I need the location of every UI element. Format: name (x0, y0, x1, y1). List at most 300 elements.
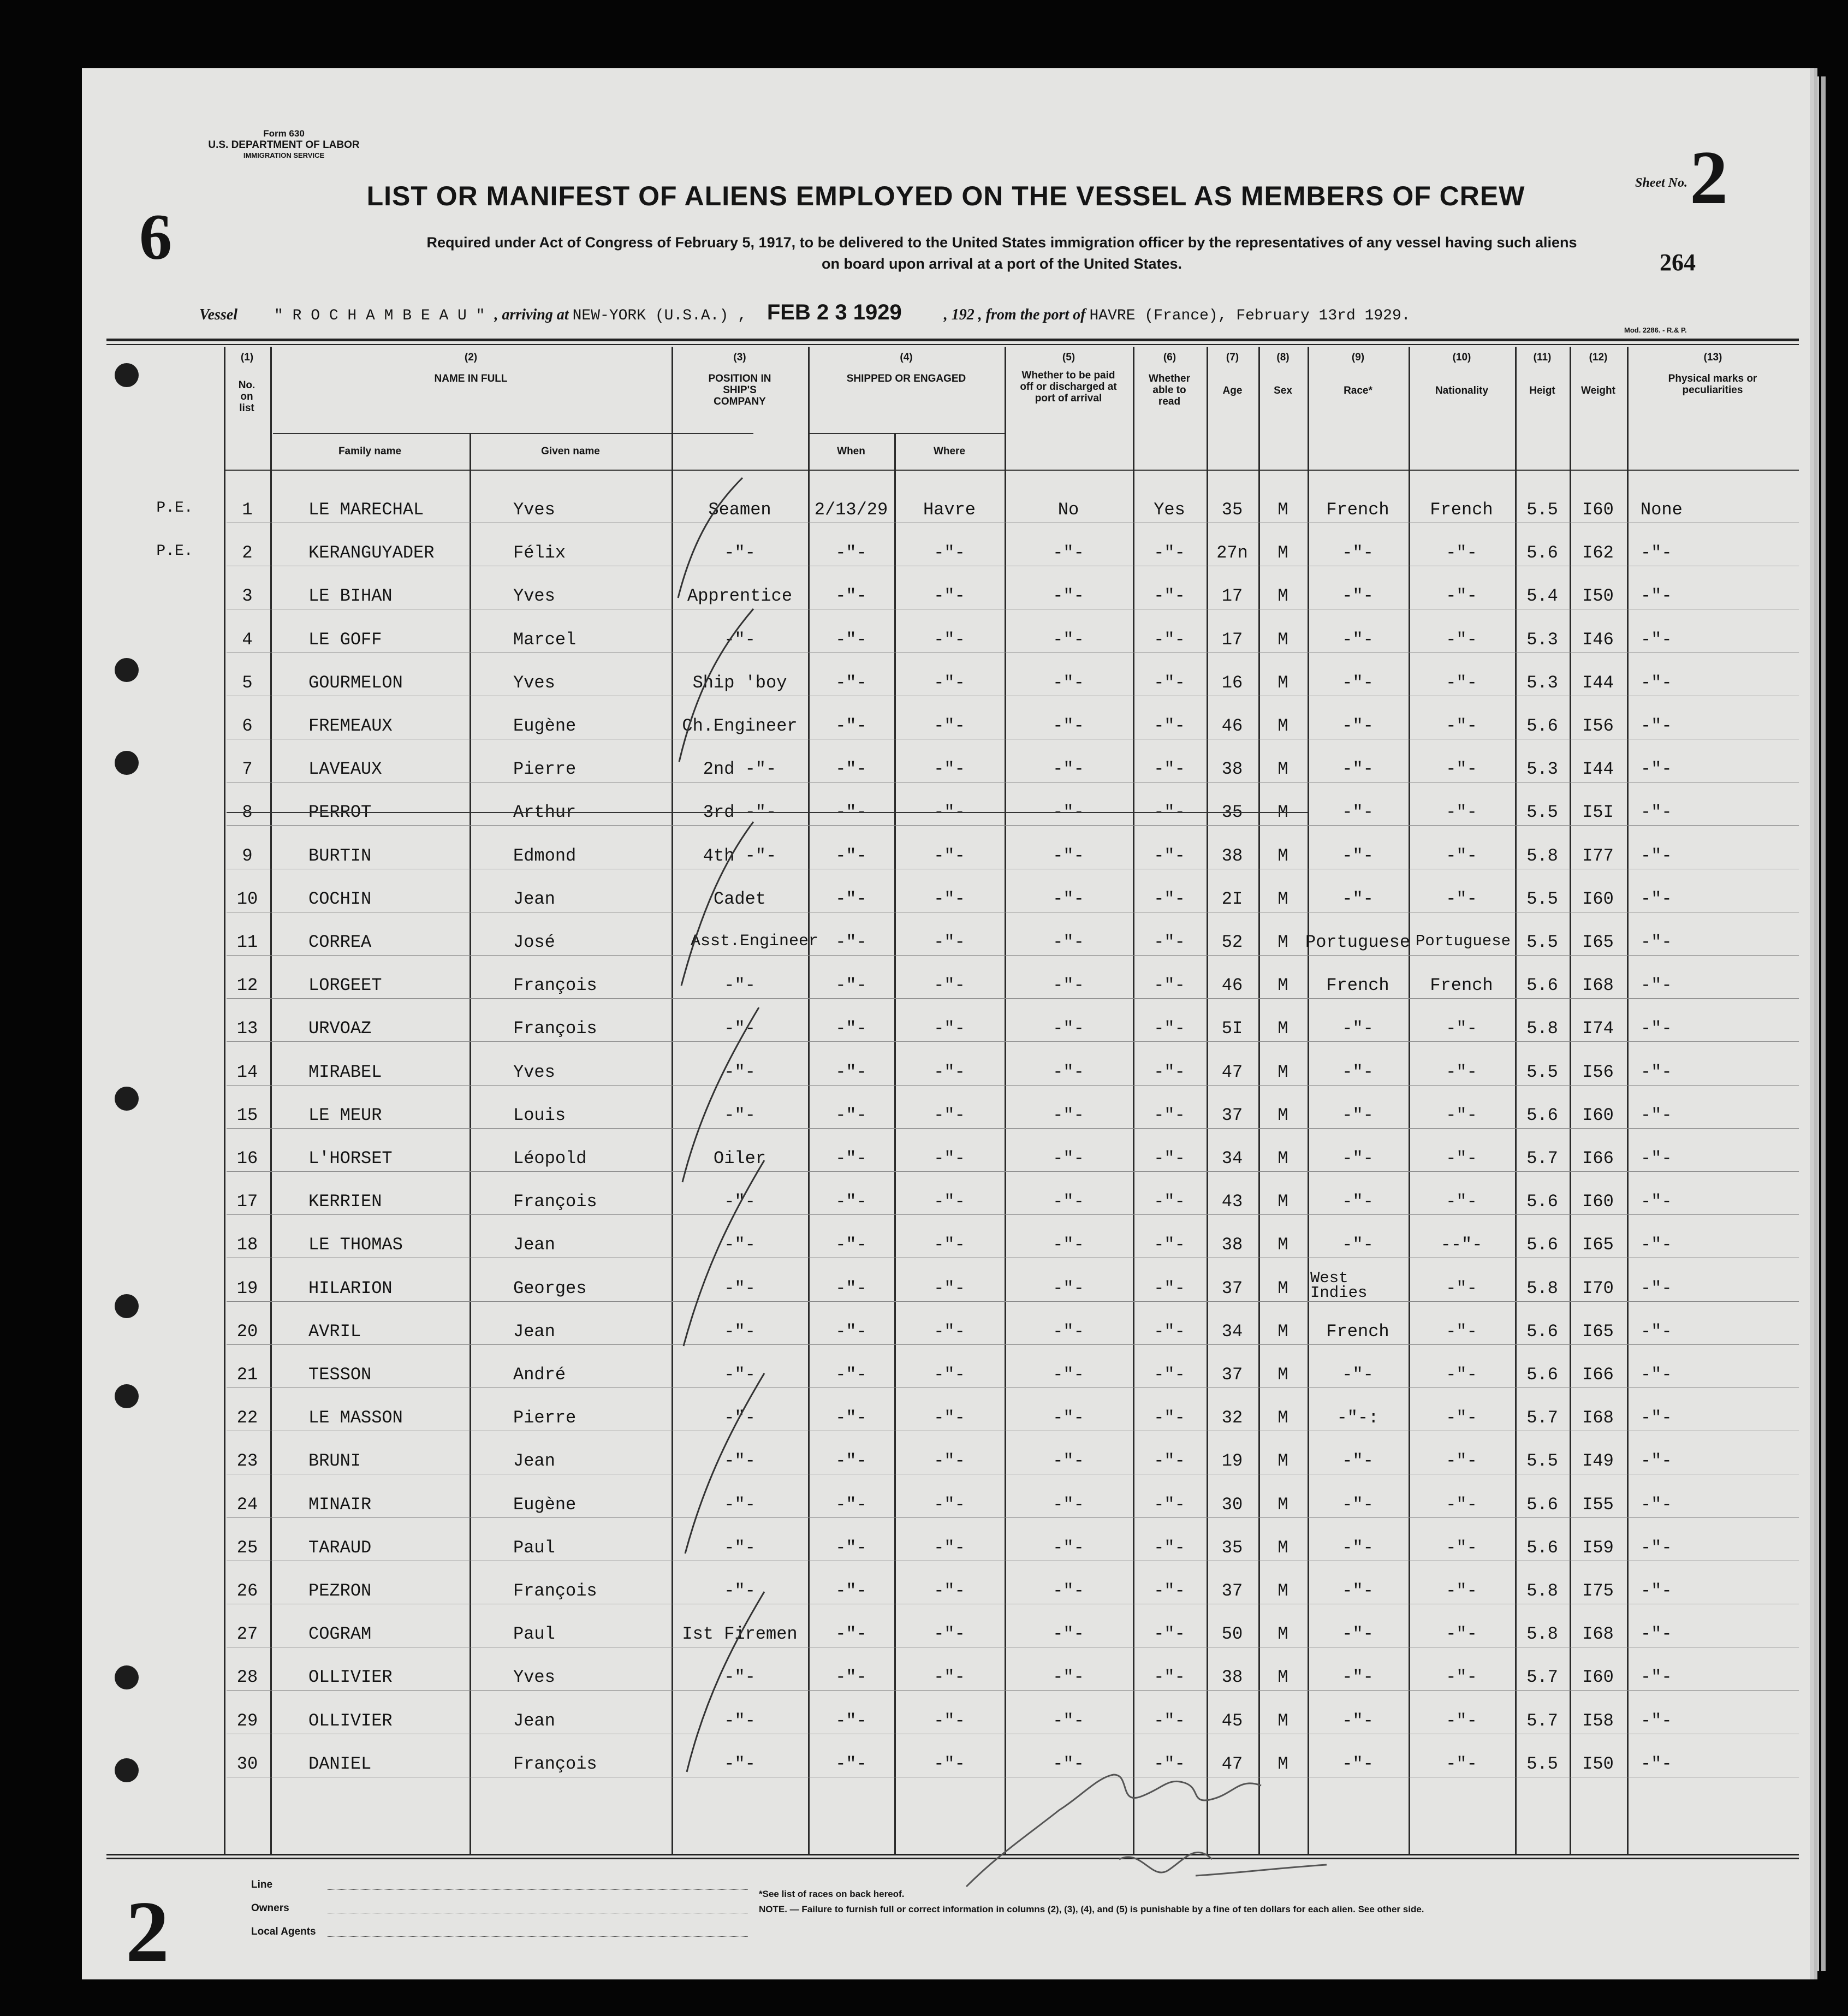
position: -"- (724, 1581, 756, 1601)
position: -"- (724, 629, 756, 650)
row-number: 1 (242, 500, 253, 520)
position: -"- (724, 1062, 756, 1082)
family-name: PEZRON (308, 1581, 372, 1601)
shipped-where: -"- (934, 1581, 965, 1601)
weight: I65 (1582, 932, 1614, 952)
family-name: MINAIR (308, 1494, 372, 1515)
shipped-when: -"- (835, 716, 867, 736)
row-number: 9 (242, 845, 253, 866)
height: 5.8 (1526, 1278, 1558, 1298)
able-to-read: -"- (1154, 1753, 1185, 1774)
physical-marks: -"- (1641, 1581, 1672, 1601)
shipped-when: -"- (835, 629, 867, 650)
age: 5I (1221, 1018, 1243, 1039)
sex: M (1277, 1710, 1288, 1731)
family-name: BURTIN (308, 845, 372, 866)
shipped-when: -"- (835, 586, 867, 607)
nationality: -"- (1446, 1278, 1477, 1298)
shipped-where: -"- (934, 1365, 965, 1385)
col10-header: Nationality (1435, 384, 1489, 396)
physical-marks: -"- (1641, 845, 1672, 866)
family-name: OLLIVIER (308, 1667, 393, 1688)
able-to-read: -"- (1154, 888, 1185, 909)
row-number: 22 (236, 1408, 258, 1428)
able-to-read: -"- (1154, 1062, 1185, 1082)
col8-header: Sex (1274, 384, 1292, 396)
shipped-where: -"- (934, 586, 965, 607)
sex: M (1277, 1365, 1288, 1385)
paid-off: -"- (1053, 543, 1084, 564)
family-name: COGRAM (308, 1624, 372, 1645)
races-note: *See list of races on back hereof. (759, 1889, 905, 1899)
row-number: 27 (236, 1624, 258, 1645)
physical-marks: -"- (1641, 1105, 1672, 1125)
sex: M (1277, 543, 1288, 564)
paid-off: -"- (1053, 1710, 1084, 1731)
shipped-when: -"- (835, 1624, 867, 1645)
able-to-read: -"- (1154, 1624, 1185, 1645)
shipped-when: -"- (835, 802, 867, 823)
nationality: -"- (1446, 759, 1477, 780)
weight: I66 (1582, 1365, 1614, 1385)
age: 38 (1221, 759, 1243, 780)
col11-header: Heigt (1529, 384, 1555, 396)
height: 5.6 (1526, 1235, 1558, 1255)
row-number: 25 (236, 1537, 258, 1558)
height: 5.6 (1526, 1537, 1558, 1558)
shipped-where: -"- (934, 1667, 965, 1688)
race: French (1326, 500, 1389, 520)
row-number: 12 (236, 975, 258, 996)
height: 5.4 (1526, 586, 1558, 607)
race: -"- (1342, 1537, 1374, 1558)
able-to-read: -"- (1154, 1235, 1185, 1255)
age: 38 (1221, 1235, 1243, 1255)
paid-off: -"- (1053, 1148, 1084, 1169)
sex: M (1277, 1278, 1288, 1298)
sex: M (1277, 1062, 1288, 1082)
position: -"- (724, 1753, 756, 1774)
family-name: PERROT (308, 802, 372, 823)
nationality: Portuguese (1415, 932, 1511, 950)
weight: I55 (1582, 1494, 1614, 1515)
race: -"- (1342, 759, 1374, 780)
age: 30 (1221, 1494, 1243, 1515)
physical-marks: -"- (1641, 543, 1672, 564)
race: -"- (1342, 1235, 1374, 1255)
height: 5.5 (1526, 888, 1558, 909)
shipped-where: -"- (934, 932, 965, 952)
paid-off: -"- (1053, 1408, 1084, 1428)
paid-off: -"- (1053, 759, 1084, 780)
age: 43 (1221, 1191, 1243, 1212)
family-name: MIRABEL (308, 1062, 382, 1082)
given-name: Paul (513, 1624, 555, 1645)
col9-number: (9) (1351, 352, 1365, 363)
position: -"- (724, 1235, 756, 1255)
weight: I74 (1582, 1018, 1614, 1039)
race: -"- (1342, 888, 1374, 909)
col6-header: Whether able to read (1149, 372, 1190, 407)
shipped-where: -"- (934, 1105, 965, 1125)
col12-number: (12) (1589, 352, 1608, 363)
given-name: Félix (513, 543, 566, 564)
physical-marks: -"- (1641, 759, 1672, 780)
nationality: -"- (1446, 716, 1477, 736)
punch-hole (115, 1384, 139, 1408)
nationality: -"- (1446, 586, 1477, 607)
given-name: Louis (513, 1105, 566, 1125)
shipped-where: -"- (934, 802, 965, 823)
paid-off: -"- (1053, 1062, 1084, 1082)
given-name: Edmond (513, 845, 577, 866)
position: -"- (724, 543, 756, 564)
age: 46 (1221, 716, 1243, 736)
sex: M (1277, 1581, 1288, 1601)
col10-number: (10) (1452, 352, 1471, 363)
col3-number: (3) (733, 352, 746, 363)
nationality: --"- (1440, 1235, 1483, 1255)
paid-off: -"- (1053, 1105, 1084, 1125)
shipped-when: -"- (835, 1408, 867, 1428)
family-name: CORREA (308, 932, 372, 952)
weight: I68 (1582, 1624, 1614, 1645)
given-name: Yves (513, 1062, 555, 1082)
weight: I70 (1582, 1278, 1614, 1298)
family-name: BRUNI (308, 1451, 361, 1472)
physical-marks: -"- (1641, 802, 1672, 823)
shipped-where: -"- (934, 759, 965, 780)
height: 5.6 (1526, 1321, 1558, 1342)
nationality: -"- (1446, 1710, 1477, 1731)
paid-off: -"- (1053, 1365, 1084, 1385)
nationality: -"- (1446, 672, 1477, 693)
height: 5.7 (1526, 1710, 1558, 1731)
given-name: André (513, 1365, 566, 1385)
given-name: Marcel (513, 629, 577, 650)
able-to-read: -"- (1154, 759, 1185, 780)
shipped-when: -"- (835, 1191, 867, 1212)
shipped-where: -"- (934, 629, 965, 650)
age: 37 (1221, 1365, 1243, 1385)
punch-hole (115, 363, 139, 387)
col2-number: (2) (464, 352, 478, 363)
age: 38 (1221, 845, 1243, 866)
nationality: -"- (1446, 1148, 1477, 1169)
able-to-read: -"- (1154, 1667, 1185, 1688)
age: 34 (1221, 1148, 1243, 1169)
paid-off: -"- (1053, 1321, 1084, 1342)
position: Ch.Engineer (682, 716, 798, 736)
height: 5.8 (1526, 1018, 1558, 1039)
height: 5.6 (1526, 1191, 1558, 1212)
race: -"- (1342, 716, 1374, 736)
sex: M (1277, 500, 1288, 520)
row-number: 3 (242, 586, 253, 607)
weight: I46 (1582, 629, 1614, 650)
row-number: 2 (242, 543, 253, 564)
family-name: KERRIEN (308, 1191, 382, 1212)
weight: I62 (1582, 543, 1614, 564)
position: Asst.Engineer (690, 932, 819, 951)
age: 52 (1221, 932, 1243, 952)
position: -"- (724, 1018, 756, 1039)
punch-hole (115, 1758, 139, 1782)
shipped-where: -"- (934, 1062, 965, 1082)
nationality: -"- (1446, 1624, 1477, 1645)
punch-hole (115, 1087, 139, 1111)
family-name: LE GOFF (308, 629, 382, 650)
col4-header: SHIPPED OR ENGAGED (846, 372, 966, 384)
owners-label: Owners (251, 1902, 289, 1914)
row-number: 13 (236, 1018, 258, 1039)
given-name: Arthur (513, 802, 577, 823)
physical-marks: -"- (1641, 1753, 1672, 1774)
manifest-page (82, 68, 1810, 1979)
able-to-read: -"- (1154, 586, 1185, 607)
from-port-label: , from the port of (978, 306, 1086, 323)
given-name: François (513, 1581, 597, 1601)
physical-marks: -"- (1641, 1235, 1672, 1255)
physical-marks: -"- (1641, 1494, 1672, 1515)
position: 3rd -"- (703, 802, 777, 823)
race: -"- (1342, 1191, 1374, 1212)
race: -"-: (1336, 1408, 1379, 1428)
row-number: 4 (242, 629, 253, 650)
age: 35 (1221, 500, 1243, 520)
physical-marks: -"- (1641, 629, 1672, 650)
given-name: Yves (513, 586, 555, 607)
shipped-where: -"- (934, 1710, 965, 1731)
paid-off: -"- (1053, 932, 1084, 952)
family-name: GOURMELON (308, 672, 403, 693)
height: 5.3 (1526, 759, 1558, 780)
sex: M (1277, 845, 1288, 866)
physical-marks: -"- (1641, 672, 1672, 693)
paid-off: -"- (1053, 1235, 1084, 1255)
bottom-number: 2 (126, 1883, 169, 1980)
age: 2I (1221, 888, 1243, 909)
shipped-where: Havre (923, 500, 976, 520)
col7-number: (7) (1226, 352, 1239, 363)
height: 5.5 (1526, 1451, 1558, 1472)
able-to-read: Yes (1154, 500, 1185, 520)
shipped-where: -"- (934, 543, 965, 564)
check-marks (672, 472, 808, 1859)
sheet-label: Sheet No. (1635, 176, 1687, 190)
row-number: 11 (236, 932, 258, 952)
weight: I60 (1582, 1667, 1614, 1688)
age: 17 (1221, 629, 1243, 650)
race: -"- (1342, 1494, 1374, 1515)
position: -"- (724, 1191, 756, 1212)
shipped-when: -"- (835, 759, 867, 780)
position: -"- (724, 1494, 756, 1515)
row-number: 18 (236, 1235, 258, 1255)
age: 37 (1221, 1105, 1243, 1125)
sex: M (1277, 759, 1288, 780)
family-name: AVRIL (308, 1321, 361, 1342)
height: 5.5 (1526, 1753, 1558, 1774)
position: -"- (724, 1710, 756, 1731)
able-to-read: -"- (1154, 629, 1185, 650)
nationality: -"- (1446, 1062, 1477, 1082)
physical-marks: -"- (1641, 975, 1672, 996)
row-number: 29 (236, 1710, 258, 1731)
punch-hole (115, 751, 139, 775)
col6-number: (6) (1163, 352, 1176, 363)
family-name: LE MEUR (308, 1105, 382, 1125)
col8-number: (8) (1276, 352, 1290, 363)
row-mark: P.E. (156, 500, 193, 517)
race: French (1326, 1321, 1389, 1342)
paid-off: -"- (1053, 1018, 1084, 1039)
sex: M (1277, 1235, 1288, 1255)
physical-marks: -"- (1641, 1018, 1672, 1039)
given-name: Jean (513, 888, 555, 909)
arrival-date-stamp: FEB 2 3 1929 (766, 300, 902, 324)
physical-marks: -"- (1641, 888, 1672, 909)
age: 47 (1221, 1753, 1243, 1774)
height: 5.6 (1526, 1105, 1558, 1125)
nationality: -"- (1446, 1321, 1477, 1342)
position: -"- (724, 1408, 756, 1428)
position: Apprentice (687, 586, 793, 607)
given-name: Jean (513, 1710, 555, 1731)
height: 5.3 (1526, 672, 1558, 693)
race: West Indies (1310, 1268, 1368, 1302)
height: 5.8 (1526, 1581, 1558, 1601)
row-number: 8 (242, 802, 253, 823)
position: 4th -"- (703, 845, 777, 866)
age: 47 (1221, 1062, 1243, 1082)
physical-marks: -"- (1641, 1278, 1672, 1298)
shipped-when: -"- (835, 1494, 867, 1515)
nationality: -"- (1446, 845, 1477, 866)
position: -"- (724, 1537, 756, 1558)
weight: I49 (1582, 1451, 1614, 1472)
margin-mark: 6 (139, 200, 172, 273)
age: 35 (1221, 802, 1243, 823)
shipped-when: -"- (835, 932, 867, 952)
shipped-when: -"- (835, 975, 867, 996)
shipped-where: -"- (934, 1624, 965, 1645)
given-name: François (513, 1191, 597, 1212)
shipped-where: -"- (934, 716, 965, 736)
able-to-read: -"- (1154, 1278, 1185, 1298)
given-name: Pierre (513, 759, 577, 780)
given-name: Eugène (513, 1494, 577, 1515)
weight: I66 (1582, 1148, 1614, 1169)
family-name: COCHIN (308, 888, 372, 909)
sex: M (1277, 1321, 1288, 1342)
sheet-number: 2 (1690, 135, 1728, 220)
able-to-read: -"- (1154, 1105, 1185, 1125)
col4a-header: When (837, 446, 865, 457)
position: -"- (724, 1451, 756, 1472)
weight: I77 (1582, 845, 1614, 866)
family-name: FREMEAUX (308, 716, 393, 736)
shipped-when: -"- (835, 845, 867, 866)
position: -"- (724, 1365, 756, 1385)
col9-header: Race* (1344, 384, 1372, 396)
physical-marks: None (1641, 500, 1683, 520)
given-name: François (513, 1753, 597, 1774)
sex: M (1277, 802, 1288, 823)
shipped-where: -"- (934, 845, 965, 866)
shipped-when: -"- (835, 1537, 867, 1558)
paid-off: -"- (1053, 629, 1084, 650)
shipped-where: -"- (934, 1537, 965, 1558)
position: Seamen (708, 500, 771, 520)
weight: I56 (1582, 716, 1614, 736)
paid-off: -"- (1053, 802, 1084, 823)
col7-header: Age (1222, 384, 1243, 396)
nationality: -"- (1446, 802, 1477, 823)
shipped-where: -"- (934, 1753, 965, 1774)
paid-off: -"- (1053, 672, 1084, 693)
weight: I65 (1582, 1235, 1614, 1255)
shipped-where: -"- (934, 1408, 965, 1428)
age: 35 (1221, 1537, 1243, 1558)
race: -"- (1342, 586, 1374, 607)
height: 5.7 (1526, 1148, 1558, 1169)
row-number: 6 (242, 716, 253, 736)
weight: I56 (1582, 1062, 1614, 1082)
age: 50 (1221, 1624, 1243, 1645)
sex: M (1277, 1148, 1288, 1169)
given-name: José (513, 932, 555, 952)
able-to-read: -"- (1154, 932, 1185, 952)
nationality: -"- (1446, 1494, 1477, 1515)
row-number: 5 (242, 672, 253, 693)
line-label: Line (251, 1879, 273, 1890)
family-name: LE BIHAN (308, 586, 393, 607)
race: -"- (1342, 672, 1374, 693)
paid-off: -"- (1053, 888, 1084, 909)
row-number: 21 (236, 1365, 258, 1385)
able-to-read: -"- (1154, 845, 1185, 866)
physical-marks: -"- (1641, 716, 1672, 736)
weight: I5I (1582, 802, 1614, 823)
manifest-title: LIST OR MANIFEST OF ALIENS EMPLOYED ON THE VESSEL AS MEMBERS OF CREW (366, 181, 1525, 211)
paid-off: -"- (1053, 1191, 1084, 1212)
given-name: François (513, 1018, 597, 1039)
paid-off: -"- (1053, 975, 1084, 996)
weight: I60 (1582, 1191, 1614, 1212)
age: 37 (1221, 1278, 1243, 1298)
age: 32 (1221, 1408, 1243, 1428)
given-name: Jean (513, 1321, 555, 1342)
given-name: Yves (513, 500, 555, 520)
nationality: -"- (1446, 543, 1477, 564)
position: Oiler (713, 1148, 766, 1169)
able-to-read: -"- (1154, 1148, 1185, 1169)
col13-header: Physical marks or peculiarities (1668, 372, 1757, 396)
family-name: LAVEAUX (308, 759, 382, 780)
race: -"- (1342, 1451, 1374, 1472)
weight: I60 (1582, 888, 1614, 909)
race: -"- (1342, 1624, 1374, 1645)
col2a-header: Family name (338, 446, 402, 457)
shipped-where: -"- (934, 1451, 965, 1472)
shipped-where: -"- (934, 1278, 965, 1298)
sex: M (1277, 975, 1288, 996)
col1-number: (1) (240, 352, 254, 363)
physical-marks: -"- (1641, 1408, 1672, 1428)
row-number: 10 (236, 888, 258, 909)
family-name: KERANGUYADER (308, 543, 435, 564)
